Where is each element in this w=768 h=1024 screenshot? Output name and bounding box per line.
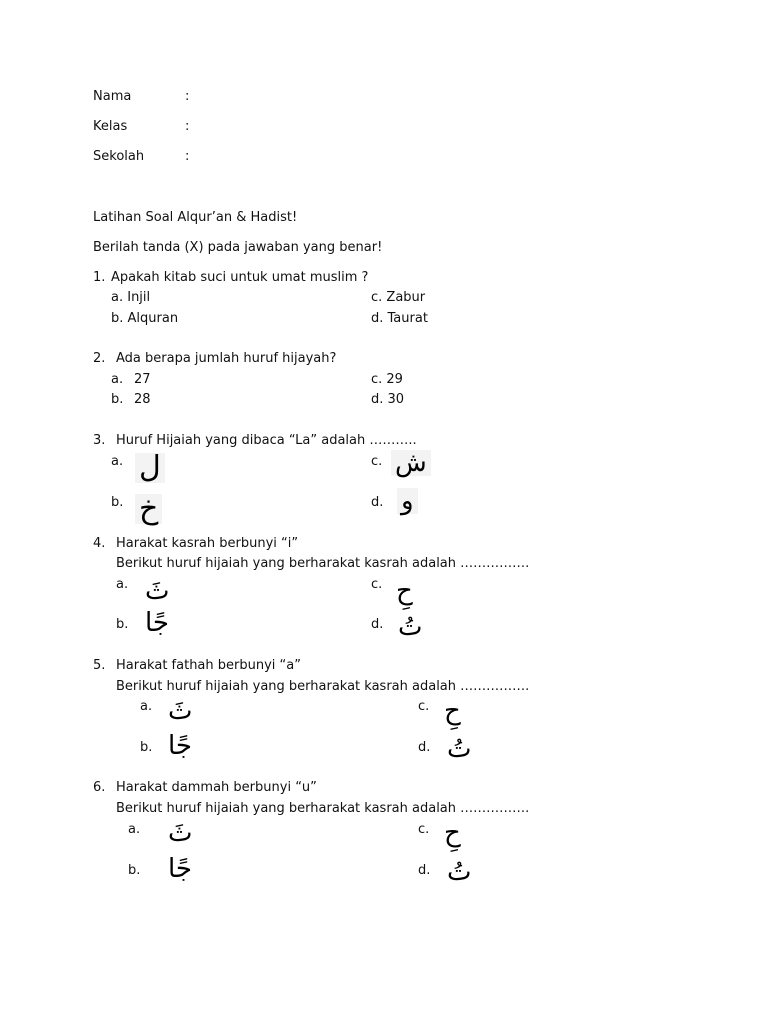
q1-number: 1. xyxy=(93,270,106,285)
q4-number: 4. xyxy=(93,536,106,551)
q3-glyph-b: خ xyxy=(135,494,162,524)
name-colon: : xyxy=(185,89,190,104)
q1-option-c: c. Zabur xyxy=(371,290,426,305)
q4-text: Harakat kasrah berbunyi “i” xyxy=(116,536,299,551)
q6-glyph-c: حِ xyxy=(444,818,461,848)
q5-option-b-label: b. xyxy=(140,740,153,755)
q3-glyph-d: و xyxy=(397,488,418,514)
q2-option-a-label: a. xyxy=(111,372,124,387)
name-label: Nama xyxy=(93,89,132,104)
q6-glyph-a: ثَ xyxy=(168,818,193,848)
q4-glyph-b: جًا xyxy=(145,608,169,638)
q4-option-d-label: d. xyxy=(371,617,384,632)
q2-text: Ada berapa jumlah huruf hijayah? xyxy=(116,351,337,366)
q5-option-d-label: d. xyxy=(418,740,431,755)
class-label: Kelas xyxy=(93,119,128,134)
q2-option-d: d. 30 xyxy=(371,392,405,407)
q5-number: 5. xyxy=(93,658,106,673)
q3-text: Huruf Hijaiah yang dibaca “La” adalah ……….. xyxy=(116,433,417,448)
q5-glyph-b: جًا xyxy=(168,731,192,761)
q6-subtext: Berikut huruf hijaiah yang berharakat kasrah adalah ……………. xyxy=(116,801,530,816)
q1-option-b: b. Alquran xyxy=(111,311,179,326)
q2-number: 2. xyxy=(93,351,106,366)
q1-option-a: a. Injil xyxy=(111,290,151,305)
q2-option-a: 27 xyxy=(134,372,151,387)
q3-option-b-label: b. xyxy=(111,495,124,510)
q6-option-a-label: a. xyxy=(128,822,141,837)
q6-option-c-label: c. xyxy=(418,822,430,837)
instruction-text: Berilah tanda (X) pada jawaban yang benar! xyxy=(93,240,383,255)
q5-glyph-d: تُ xyxy=(447,734,472,764)
q4-glyph-d: تُ xyxy=(398,612,423,642)
q1-text: Apakah kitab suci untuk umat muslim ? xyxy=(111,270,369,285)
q6-option-b-label: b. xyxy=(128,863,141,878)
q4-option-b-label: b. xyxy=(116,617,129,632)
q6-option-d-label: d. xyxy=(418,863,431,878)
q3-glyph-c: ش xyxy=(391,450,431,476)
q6-glyph-d: تُ xyxy=(447,857,472,887)
school-label: Sekolah xyxy=(93,149,145,164)
q1-option-d: d. Taurat xyxy=(371,311,428,326)
q5-option-c-label: c. xyxy=(418,699,430,714)
q6-text: Harakat dammah berbunyi “u” xyxy=(116,780,317,795)
q3-option-c-label: c. xyxy=(371,454,383,469)
q6-number: 6. xyxy=(93,780,106,795)
q4-glyph-a: ثَ xyxy=(145,576,170,606)
q2-option-c: c. 29 xyxy=(371,372,403,387)
q3-option-a-label: a. xyxy=(111,454,124,469)
q4-subtext: Berikut huruf hijaiah yang berharakat kasrah adalah ……………. xyxy=(116,556,530,571)
q5-option-a-label: a. xyxy=(140,699,153,714)
class-colon: : xyxy=(185,119,190,134)
school-colon: : xyxy=(185,149,190,164)
q5-glyph-a: ثَ xyxy=(168,696,193,726)
worksheet-title: Latihan Soal Alqur’an & Hadist! xyxy=(93,210,298,225)
q5-glyph-c: حِ xyxy=(444,696,461,726)
q5-subtext: Berikut huruf hijaiah yang berharakat kasrah adalah ……………. xyxy=(116,679,530,694)
q4-option-c-label: c. xyxy=(371,577,383,592)
q3-option-d-label: d. xyxy=(371,495,384,510)
q6-glyph-b: جًا xyxy=(168,854,192,884)
q3-glyph-a: ل xyxy=(135,453,165,483)
q4-glyph-c: حِ xyxy=(396,576,413,606)
q4-option-a-label: a. xyxy=(116,577,129,592)
q3-number: 3. xyxy=(93,433,106,448)
q2-option-b: 28 xyxy=(134,392,151,407)
q2-option-b-label: b. xyxy=(111,392,124,407)
q5-text: Harakat fathah berbunyi “a” xyxy=(116,658,301,673)
